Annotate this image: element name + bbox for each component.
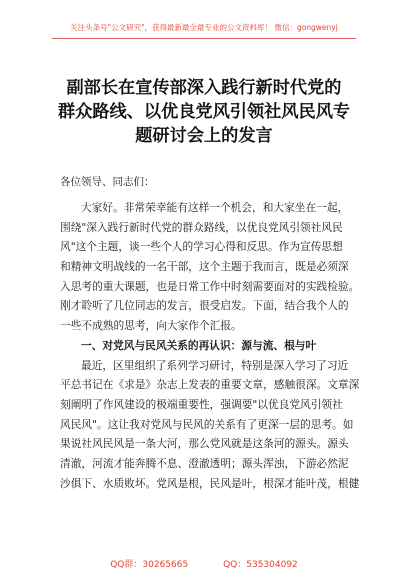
title-line-3: 题研讨会上的发言 [135,126,273,146]
title-line-2: 群众路线、以优良党风引领社风民风专 [57,102,351,122]
body-line: 围绕"深入践行新时代党的群众路线，以优良党风引领社风民 [60,220,343,234]
header-divider [52,38,356,39]
body-line: 风民风"。这让我对党风与民风的关系有了更深一层的思考。如 [60,417,354,431]
body-line: 刚才聆听了几位同志的发言，很受启发。下面，结合我个人的 [60,299,349,313]
body-line: 一些不成熟的思考，向大家作个汇报。 [60,319,242,333]
body-line: 和精神文明战线的一名干部，这个主题于我而言，既是必须深 [60,260,349,274]
footer-contact [0,557,408,570]
body-line: 入思考的重大课题，也是日常工作中时刻需要面对的实践检验。 [60,279,360,293]
body-line: 最近，区里组织了系列学习研讨，特别是深入学习了习近 [81,358,349,372]
body-line: 大家好。非常荣幸能有这样一个机会，和大家坐在一起， [81,201,349,214]
body-line: 平总书记在《求是》杂志上发表的重要文章，感触很深。文章深 [60,378,360,392]
title-line-1: 副部长在宣传部深入践行新时代党的 [66,78,342,98]
body-line: 清澈，河流才能奔腾不息、澄澈透明；源头浑浊，下游必然泥 [60,456,349,470]
salutation: 各位领导、同志们： [60,176,155,188]
body-text [60,198,360,493]
document-title [40,76,368,148]
body-line: 果说社风民风是一条大河，那么党风就是这条河的源头。源头 [60,437,349,451]
footer-qq: QQ：535304092 [223,560,298,570]
body-line: 风"这个主题，谈一些个人的学习心得和反思。作为宣传思想 [60,240,343,254]
body-line: 沙俱下、水质败坏。党风是根，民风是叶，根深才能叶茂，根健 [60,476,360,490]
body-line: 刻阐明了作风建设的极端重要性，强调要"以优良党风引领社 [60,397,343,411]
footer-qq-group: QQ群：30265665 [110,560,189,570]
section-heading: 一、对党风与民风关系的再认识：源与流、根与叶 [81,338,317,352]
header-banner: 关注头条号"公文研究"，获得最新最全最专业的公文资料库！ 微信：gongwenyj [70,23,338,32]
